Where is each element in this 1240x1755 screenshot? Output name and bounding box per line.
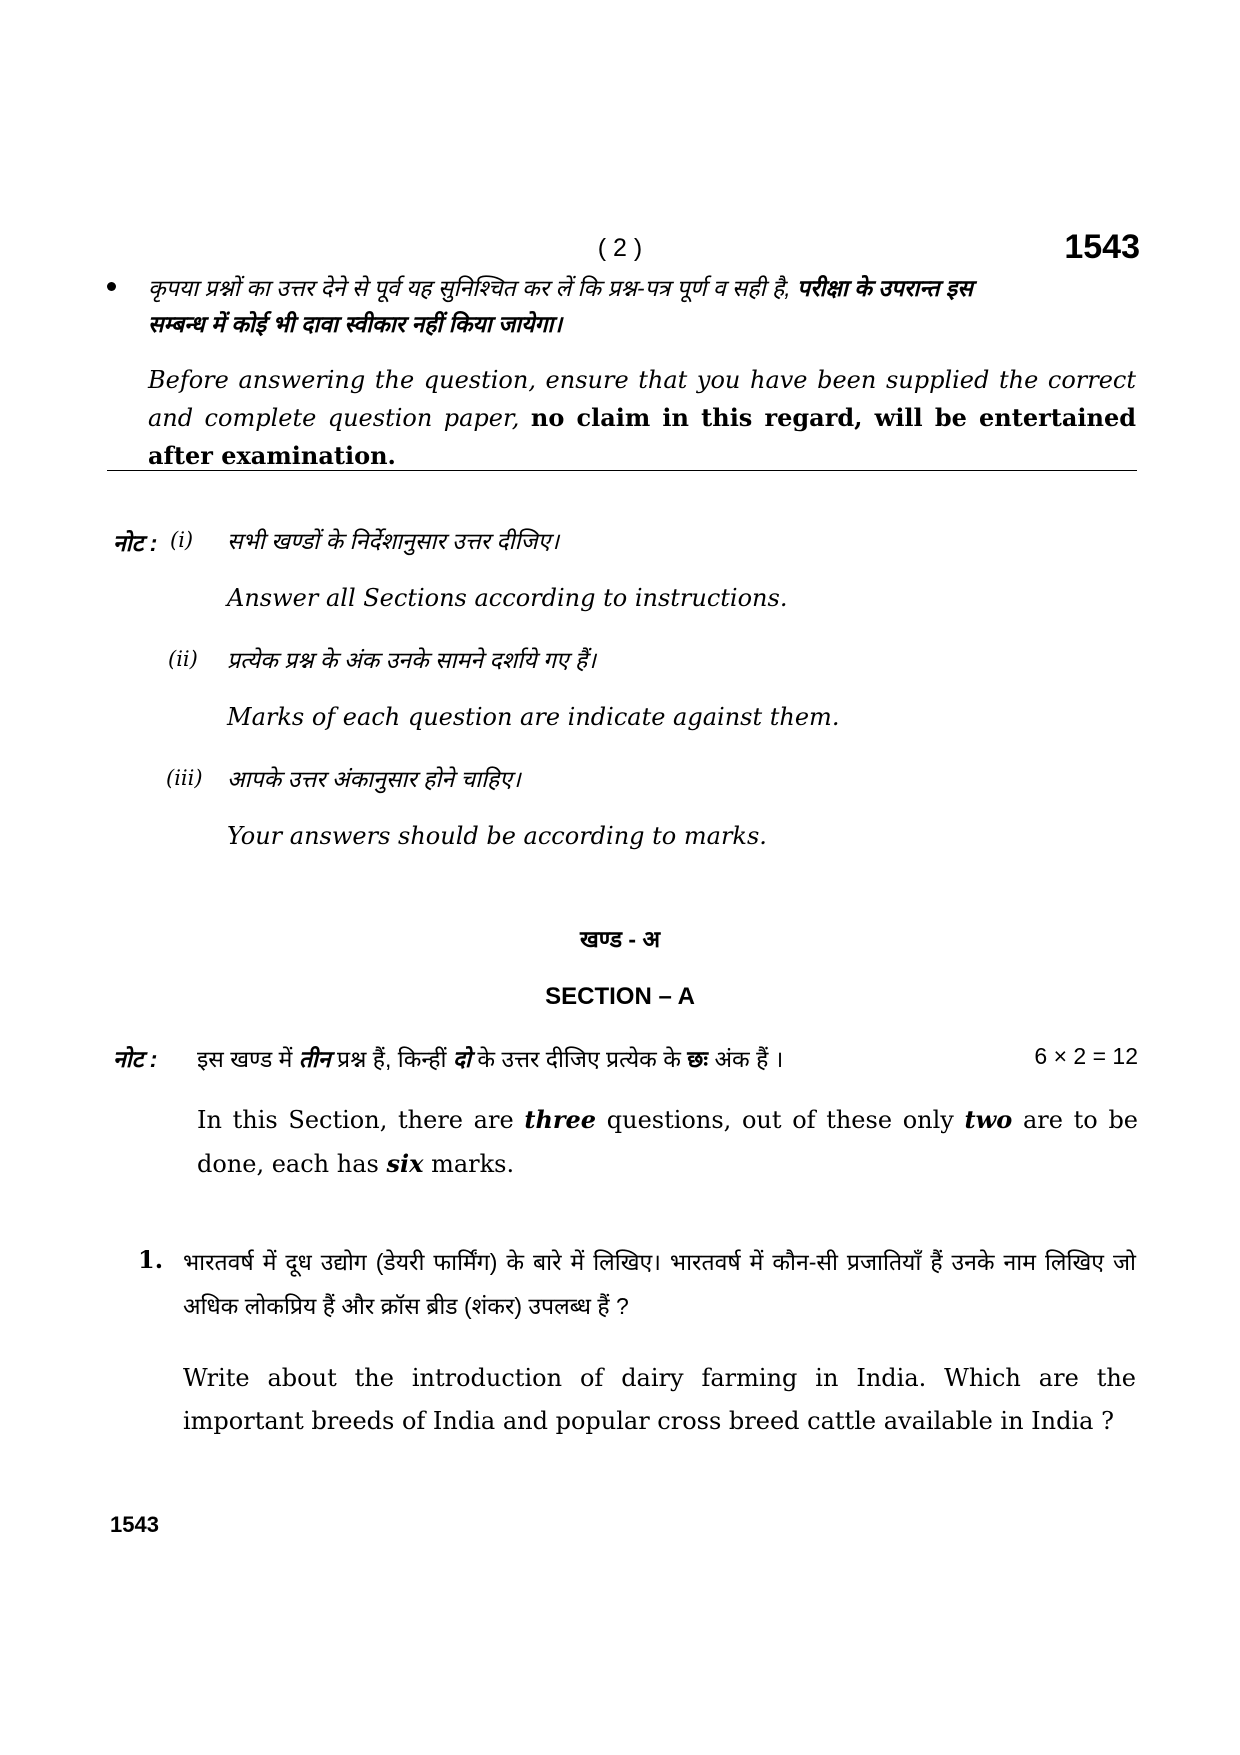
section-note-english-two: two [964, 1105, 1013, 1134]
section-note-label: नोट : [113, 1046, 158, 1072]
caution-english-bold: no claim in this regard, will be entertained after examination. [148, 403, 1137, 470]
note-item-hindi-2: प्रत्येक प्रश्न के अंक उनके सामने दर्शाये गए हैं। [227, 647, 596, 673]
section-note-hindi-six: छः [687, 1046, 709, 1072]
note-item-hindi-1: सभी खण्डों के निर्देशानुसार उत्तर दीजिए। [227, 528, 560, 554]
caution-hindi-bold-1: परीक्षा के उपरान्त इस [797, 275, 973, 301]
section-note-english [197, 1098, 1138, 1186]
note-label: नोट : [113, 530, 158, 556]
divider-line [107, 470, 1137, 471]
note-item-num-3: (iii) [166, 766, 203, 790]
note-item-hindi-3: आपके उत्तर अंकानुसार होने चाहिए। [227, 766, 521, 792]
section-note-hindi-part3: के उत्तर दीजिए प्रत्येक के [477, 1046, 681, 1072]
note-item-english-1: Answer all Sections according to instructions. [227, 584, 788, 612]
section-note-hindi-three: तीन [298, 1046, 331, 1072]
caution-english [148, 362, 1136, 475]
section-title-english: SECTION – A [545, 983, 695, 1010]
section-note-hindi [197, 1042, 783, 1074]
section-note-english-part2: questions, out of these only [606, 1106, 954, 1134]
note-item-num-1: (i) [170, 528, 194, 552]
section-note-english-six: six [386, 1149, 424, 1178]
paper-code-footer: 1543 [110, 1512, 159, 1537]
question-number: 1. [138, 1245, 164, 1274]
question-text-hindi: भारतवर्ष में दूध उद्योग (डेयरी फार्मिंग) के बारे में लिखिए। भारतवर्ष में कौन-सी प्रजातियाँ हैं उनके नाम लिखिए जो अधिक लोकप्रिय हैं और क्रॉस ब्रीड (शंकर) उपलब्ध हैं ? [183, 1249, 1136, 1319]
section-note-hindi-part1: इस खण्ड में [197, 1046, 293, 1072]
section-note-hindi-part4: अंक हैं । [714, 1046, 784, 1072]
section-title-hindi: खण्ड - अ [579, 926, 661, 952]
section-marks: 6 × 2 = 12 [1034, 1043, 1138, 1069]
question-text-english: Write about the introduction of dairy farming in India. Which are the important breeds of India and popular cross breed cattle available in India ? [183, 1364, 1136, 1435]
caution-english-regular: Before answering the question, ensure that you have been supplied the correct and complete question paper, [148, 366, 1136, 432]
paper-code-header: 1543 [1064, 228, 1140, 266]
section-note-english-three: three [524, 1105, 597, 1134]
section-note-english-part4: marks. [431, 1150, 515, 1178]
section-note-hindi-part2: प्रश्न हैं, किन्हीं [337, 1046, 447, 1072]
section-note-english-part3: are to be done, each has [197, 1106, 1139, 1178]
note-item-num-2: (ii) [168, 647, 198, 671]
bullet-dot-icon [107, 282, 116, 291]
section-note-english-part1: In this Section, there are [197, 1106, 514, 1134]
note-item-english-2: Marks of each question are indicate against them. [227, 703, 840, 731]
caution-hindi-bold-2: सम्बन्ध में कोई भी दावा स्वीकार नहीं किया जायेगा। [148, 311, 563, 337]
caution-hindi-regular: कृपया प्रश्नों का उत्तर देने से पूर्व यह सुनिश्चित कर लें कि प्रश्न-पत्र पूर्ण व सही है, [148, 275, 791, 301]
page-number: ( 2 ) [597, 234, 643, 262]
caution-hindi [148, 270, 1138, 342]
section-note-hindi-two: दो [452, 1046, 472, 1072]
note-item-english-3: Your answers should be according to marks. [227, 822, 767, 850]
